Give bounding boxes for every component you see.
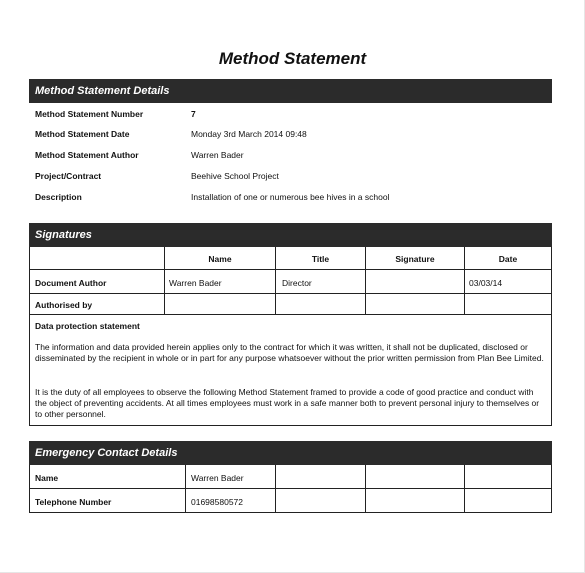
- row-signature-cell: [366, 270, 465, 294]
- emergency-empty-cell: [465, 465, 552, 489]
- emergency-empty-cell: [276, 465, 366, 489]
- col-title-header-text: Title: [311, 254, 330, 264]
- description-value: Installation of one or numerous bee hives in a school: [191, 192, 390, 202]
- col-signature-header-text: Signature: [395, 254, 435, 264]
- signatures-section-header: Signatures: [29, 223, 552, 247]
- emergency-section-header: Emergency Contact Details: [29, 441, 552, 465]
- table-row: [29, 294, 165, 315]
- emergency-phone-label: Telephone Number: [35, 497, 112, 507]
- table-row: [29, 489, 186, 513]
- col-date-header-text: Date: [498, 254, 518, 264]
- description-label: Description: [35, 192, 82, 202]
- col-name-header: [165, 247, 276, 270]
- row-title-cell: [276, 294, 366, 315]
- emergency-name-cell: [186, 465, 276, 489]
- emergency-empty-cell: [276, 489, 366, 513]
- row-signature-cell: [366, 294, 465, 315]
- data-protection-paragraph-1: The information and data provided herein applies only to the contract for which it was written, it shall not be duplicated, disclosed or disseminated by the recipient in whole or in part for any purpose whatsoever without the prior written permission from Plan Bee Limited.: [35, 342, 544, 363]
- method-date-label: Method Statement Date: [35, 129, 130, 139]
- col-title-header: [276, 247, 366, 270]
- signatures-corner-cell: [29, 247, 165, 270]
- data-protection-heading: Data protection statement: [35, 321, 140, 331]
- project-contract-value: Beehive School Project: [191, 171, 279, 181]
- emergency-phone-value: 01698580572: [191, 497, 244, 507]
- method-author-value: Warren Bader: [191, 150, 244, 160]
- emergency-empty-cell: [465, 489, 552, 513]
- col-signature-header: [366, 247, 465, 270]
- row-label: Document Author: [35, 278, 107, 288]
- row-name-value: Warren Bader: [169, 278, 222, 288]
- method-number-value: 7: [191, 109, 196, 119]
- emergency-phone-cell: [186, 489, 276, 513]
- row-date-cell: [465, 294, 552, 315]
- data-protection-paragraph-2: It is the duty of all employees to observe the following Method Statement framed to provide a code of good practice and conduct with the object of preventing accidents. At all times employees must work in a safe manner both to prevent personal injury to themselves or to other personnel.: [35, 387, 540, 419]
- row-name-cell: [165, 270, 276, 294]
- row-title-cell: [276, 270, 366, 294]
- row-date-cell: [465, 270, 552, 294]
- col-date-header: [465, 247, 552, 270]
- emergency-name-label: Name: [35, 473, 59, 483]
- row-name-cell: [165, 294, 276, 315]
- method-date-value: Monday 3rd March 2014 09:48: [191, 129, 307, 139]
- details-section-header: Method Statement Details: [29, 79, 552, 103]
- row-label: Authorised by: [35, 300, 93, 310]
- row-date-value: 03/03/14: [469, 278, 503, 288]
- emergency-empty-cell: [366, 465, 465, 489]
- emergency-name-value: Warren Bader: [191, 473, 244, 483]
- table-row: [29, 465, 186, 489]
- row-title-value: Director: [282, 278, 312, 288]
- page-title: Method Statement: [218, 49, 367, 68]
- emergency-empty-cell: [366, 489, 465, 513]
- table-row: [29, 270, 165, 294]
- method-number-label: Method Statement Number: [35, 109, 144, 119]
- col-name-header-text: Name: [208, 254, 232, 264]
- project-contract-label: Project/Contract: [35, 171, 102, 181]
- method-author-label: Method Statement Author: [35, 150, 139, 160]
